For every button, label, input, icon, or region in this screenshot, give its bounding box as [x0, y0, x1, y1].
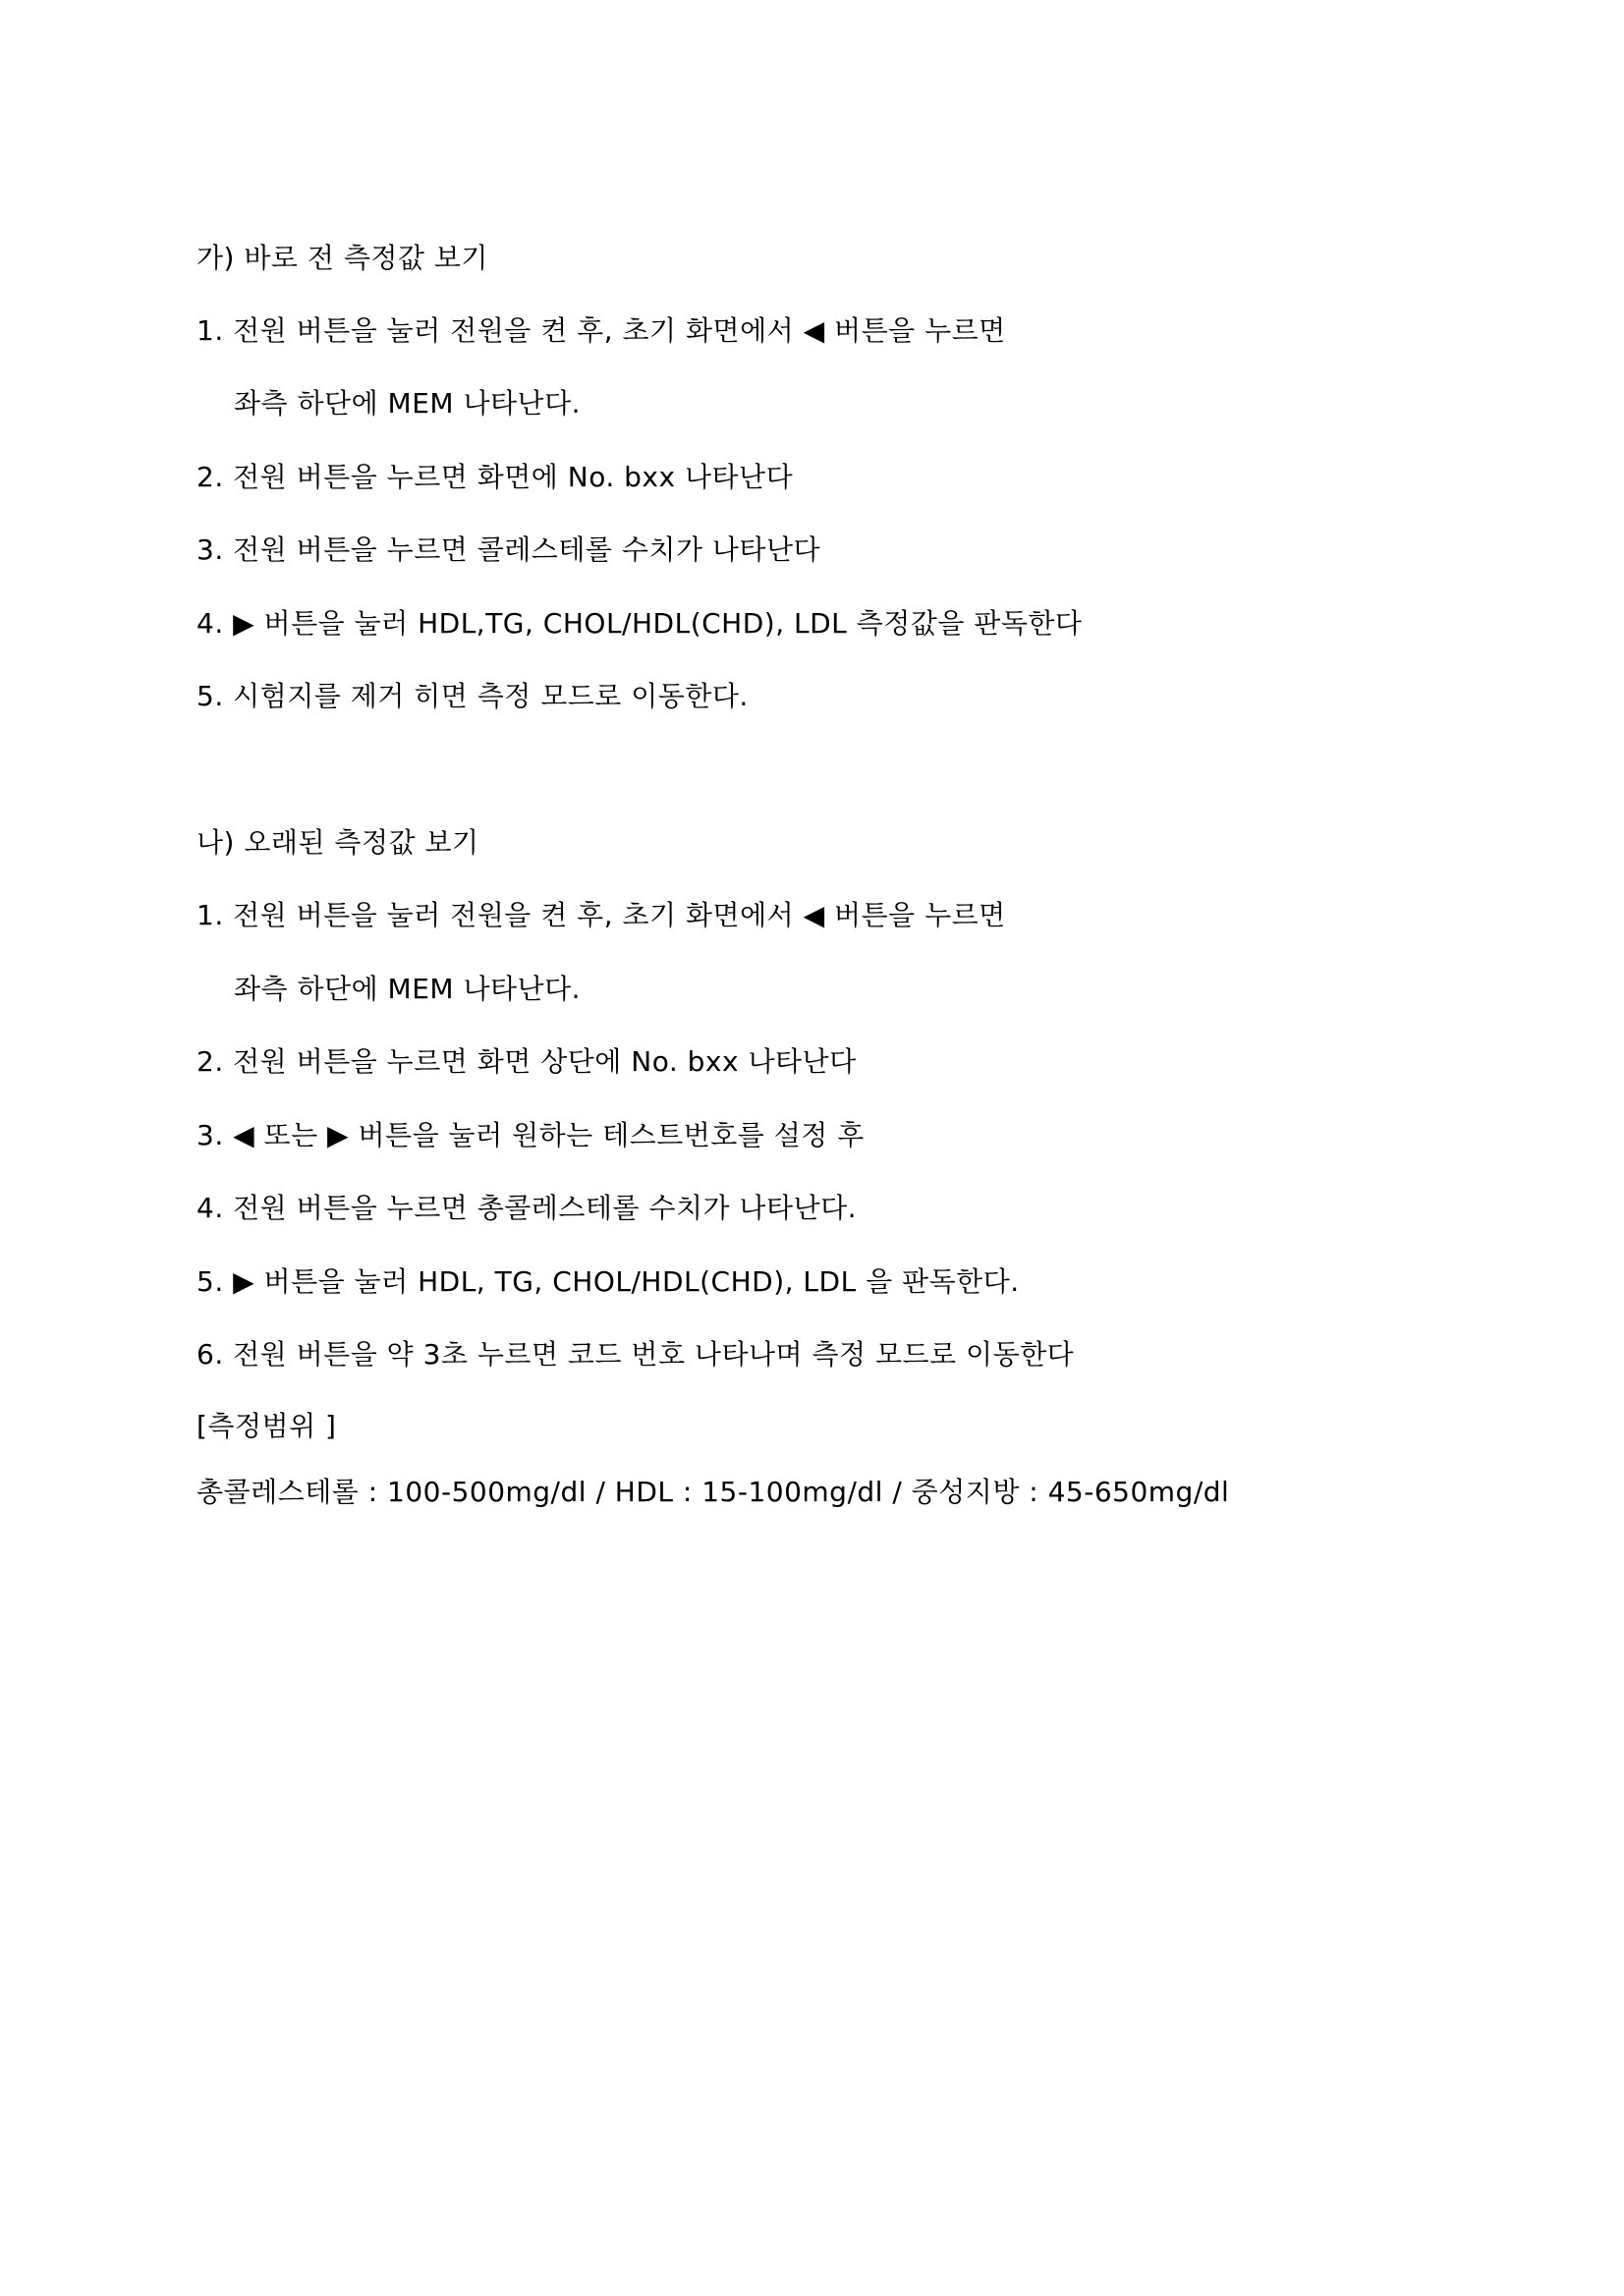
section-b-step-1: 1. 전원 버튼을 눌러 전원을 켠 후, 초기 화면에서 ◀ 버튼을 누르면: [196, 899, 1006, 931]
section-a-step-1: 1. 전원 버튼을 눌러 전원을 켠 후, 초기 화면에서 ◀ 버튼을 누르면: [196, 314, 1006, 347]
section-b-heading: 나) 오래된 측정값 보기: [196, 826, 479, 859]
range-heading: [측정범위 ]: [196, 1410, 337, 1442]
section-b-step-1-continued: 좌측 하단에 MEM 나타난다.: [234, 973, 582, 1005]
section-a-step-3: 3. 전원 버튼을 누르면 콜레스테롤 수치가 나타난다: [196, 533, 821, 566]
section-a-heading: 가) 바로 전 측정값 보기: [196, 242, 488, 274]
section-a-step-2: 2. 전원 버튼을 누르면 화면에 No. bxx 나타난다: [196, 461, 794, 493]
section-a-step-4: 4. ▶ 버튼을 눌러 HDL,TG, CHOL/HDL(CHD), LDL 측정값을 판독한다: [196, 607, 1083, 640]
section-b-step-6: 6. 전원 버튼을 약 3초 누르면 코드 번호 나타나며 측정 모드로 이동한다: [196, 1338, 1075, 1371]
section-b-step-2: 2. 전원 버튼을 누르면 화면 상단에 No. bxx 나타난다: [196, 1045, 857, 1078]
section-b-step-5: 5. ▶ 버튼을 눌러 HDL, TG, CHOL/HDL(CHD), LDL 을 판독한다.: [196, 1265, 1020, 1298]
section-b-step-3: 3. ◀ 또는 ▶ 버튼을 눌러 원하는 테스트번호를 설정 후: [196, 1119, 865, 1151]
section-b-step-4: 4. 전원 버튼을 누르면 총콜레스테롤 수치가 나타난다.: [196, 1192, 858, 1224]
section-a-step-5: 5. 시험지를 제거 히면 측정 모드로 이동한다.: [196, 680, 749, 712]
range-text: 총콜레스테롤 : 100-500mg/dl / HDL : 15-100mg/dl / 중성지방 : 45-650mg/dl: [196, 1476, 1230, 1508]
section-a-step-1-continued: 좌측 하단에 MEM 나타난다.: [234, 387, 582, 420]
